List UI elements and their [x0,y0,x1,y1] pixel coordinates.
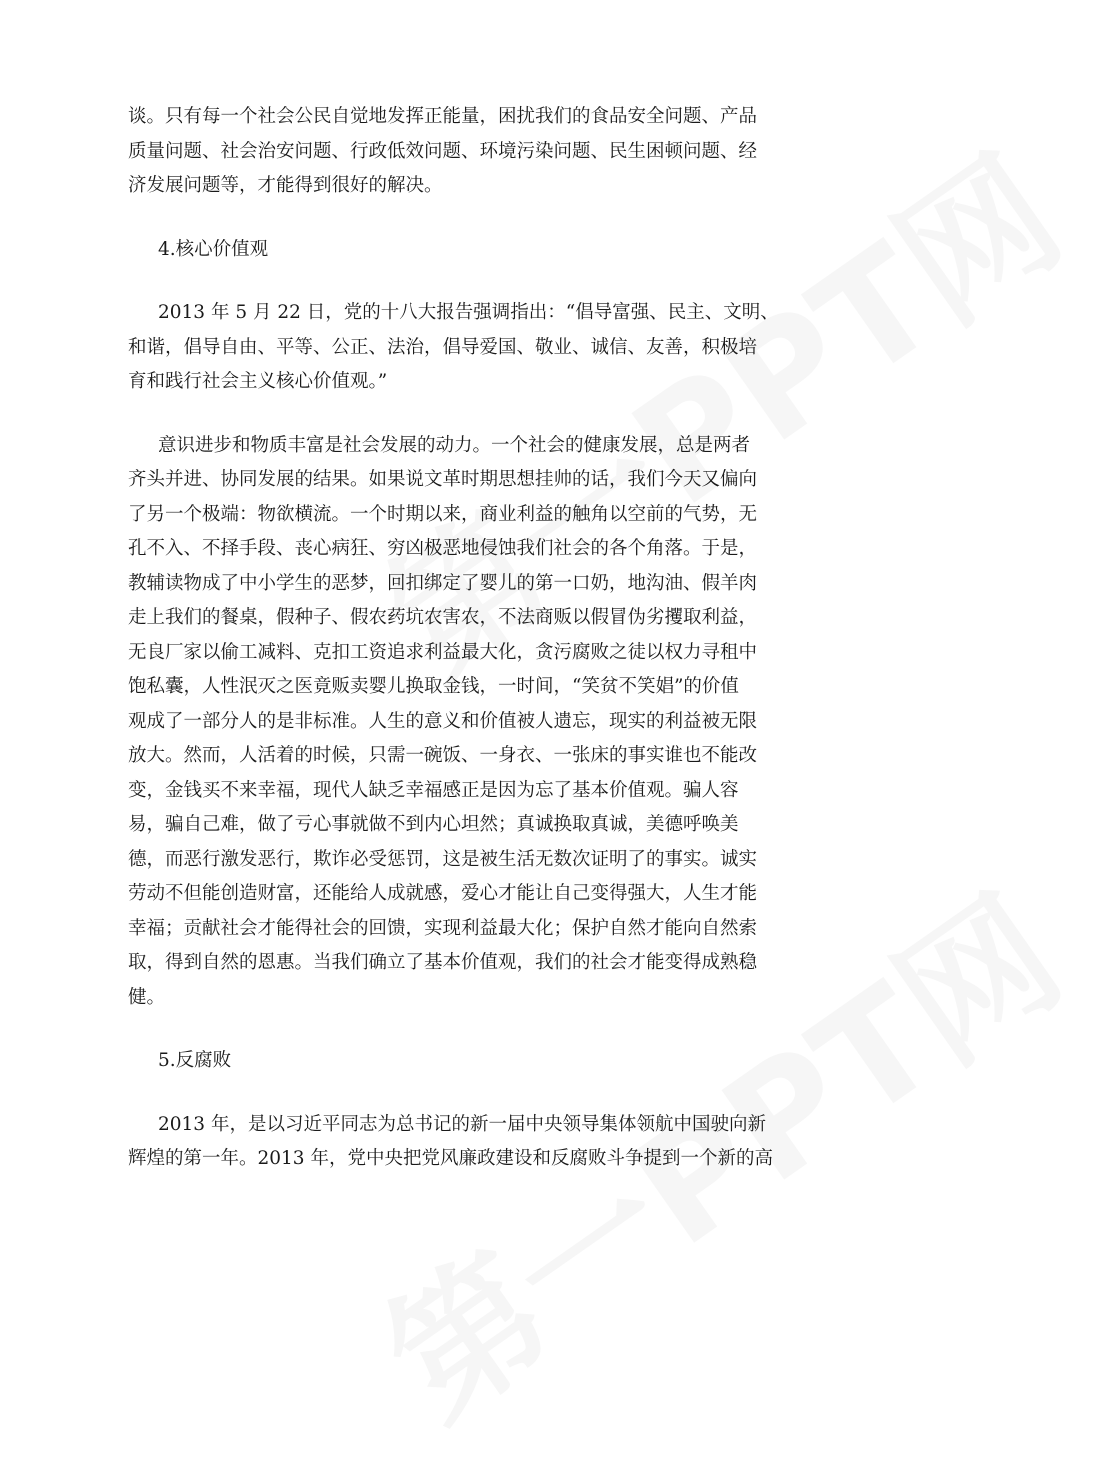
text-line: 无良厂家以偷工减料、克扣工资追求利益最大化，贪污腐败之徒以权力寻租中 [128,641,758,663]
text-line: 走上我们的餐桌，假种子、假农药坑农害农，不法商贩以假冒伪劣攫取利益， [128,607,758,628]
text-line: 教辅读物成了中小学生的恶梦，回扣绑定了婴儿的第一口奶，地沟油、假羊肉 [128,572,758,594]
text-line: 观成了一部分人的是非标准。人生的意义和价值被人遗忘，现实的利益被无限 [128,710,758,732]
text-line: 德，而恶行激发恶行，欺诈必受惩罚，这是被生活无数次证明了的事实。诚实 [128,848,758,870]
text-line: 变，金钱买不来幸福，现代人缺乏幸福感正是因为忘了基本价值观。骗人容 [128,779,739,801]
text-line: 齐头并进、协同发展的结果。如果说文革时期思想挂帅的话，我们今天又偏向 [128,469,758,490]
text-line: 健。 [128,986,166,1008]
text-line: 取，得到自然的恩惠。当我们确立了基本价值观，我们的社会才能变得成熟稳 [128,952,758,973]
text-line: 意识进步和物质丰富是社会发展的动力。一个社会的健康发展，总是两者 [158,434,751,456]
text-line: 辉煌的第一年。2013 年，党中央把党风廉政建设和反腐败斗争提到一个新的高 [128,1148,773,1169]
section-heading: 5.反腐败 [158,1050,232,1071]
text-line: 易，骗自己难，做了亏心事就做不到内心坦然；真诚换取真诚，美德呼唤美 [128,814,739,835]
text-line: 放大。然而，人活着的时候，只需一碗饭、一身衣、一张床的事实谁也不能改 [128,745,758,766]
text-line: 幸福；贡献社会才能得社会的回馈，实现利益最大化；保护自然才能向自然索 [128,917,758,939]
text-line: 和谐，倡导自由、平等、公正、法治，倡导爱国、敬业、诚信、友善，积极培 [128,336,758,358]
document-body [128,100,779,1177]
paragraph [128,429,758,1016]
paragraph [128,1108,773,1177]
text-line: 2013 年，是以习近平同志为总书记的新一届中央领导集体领航中国驶向新 [158,1113,766,1135]
paragraph [128,100,758,204]
section-heading: 4.核心价值观 [158,238,269,260]
text-line: 孔不入、不择手段、丧心病狂、穷凶极恶地侵蚀我们社会的各个角落。于是， [128,538,758,559]
text-line: 劳动不但能创造财富，还能给人成就感，爱心才能让自己变得强大，人生才能 [128,883,758,904]
paragraph [128,296,779,400]
text-line: 了另一个极端：物欲横流。一个时期以来，商业利益的触角以空前的气势，无 [128,503,758,525]
text-line: 谈。只有每一个社会公民自觉地发挥正能量，困扰我们的食品安全问题、产品 [128,106,758,127]
text-line: 饱私囊，人性泯灭之医竟贩卖婴儿换取金钱，一时间，“笑贫不笑娼”的价值 [128,676,739,697]
text-line: 2013 年 5 月 22 日，党的十八大报告强调指出：“倡导富强、民主、文明、 [158,302,779,323]
text-line: 质量问题、社会治安问题、行政低效问题、环境污染问题、民生困顿问题、经 [128,140,758,162]
text-line: 济发展问题等，才能得到很好的解决。 [128,175,443,196]
text-line: 育和践行社会主义核心价值观。” [128,371,388,392]
